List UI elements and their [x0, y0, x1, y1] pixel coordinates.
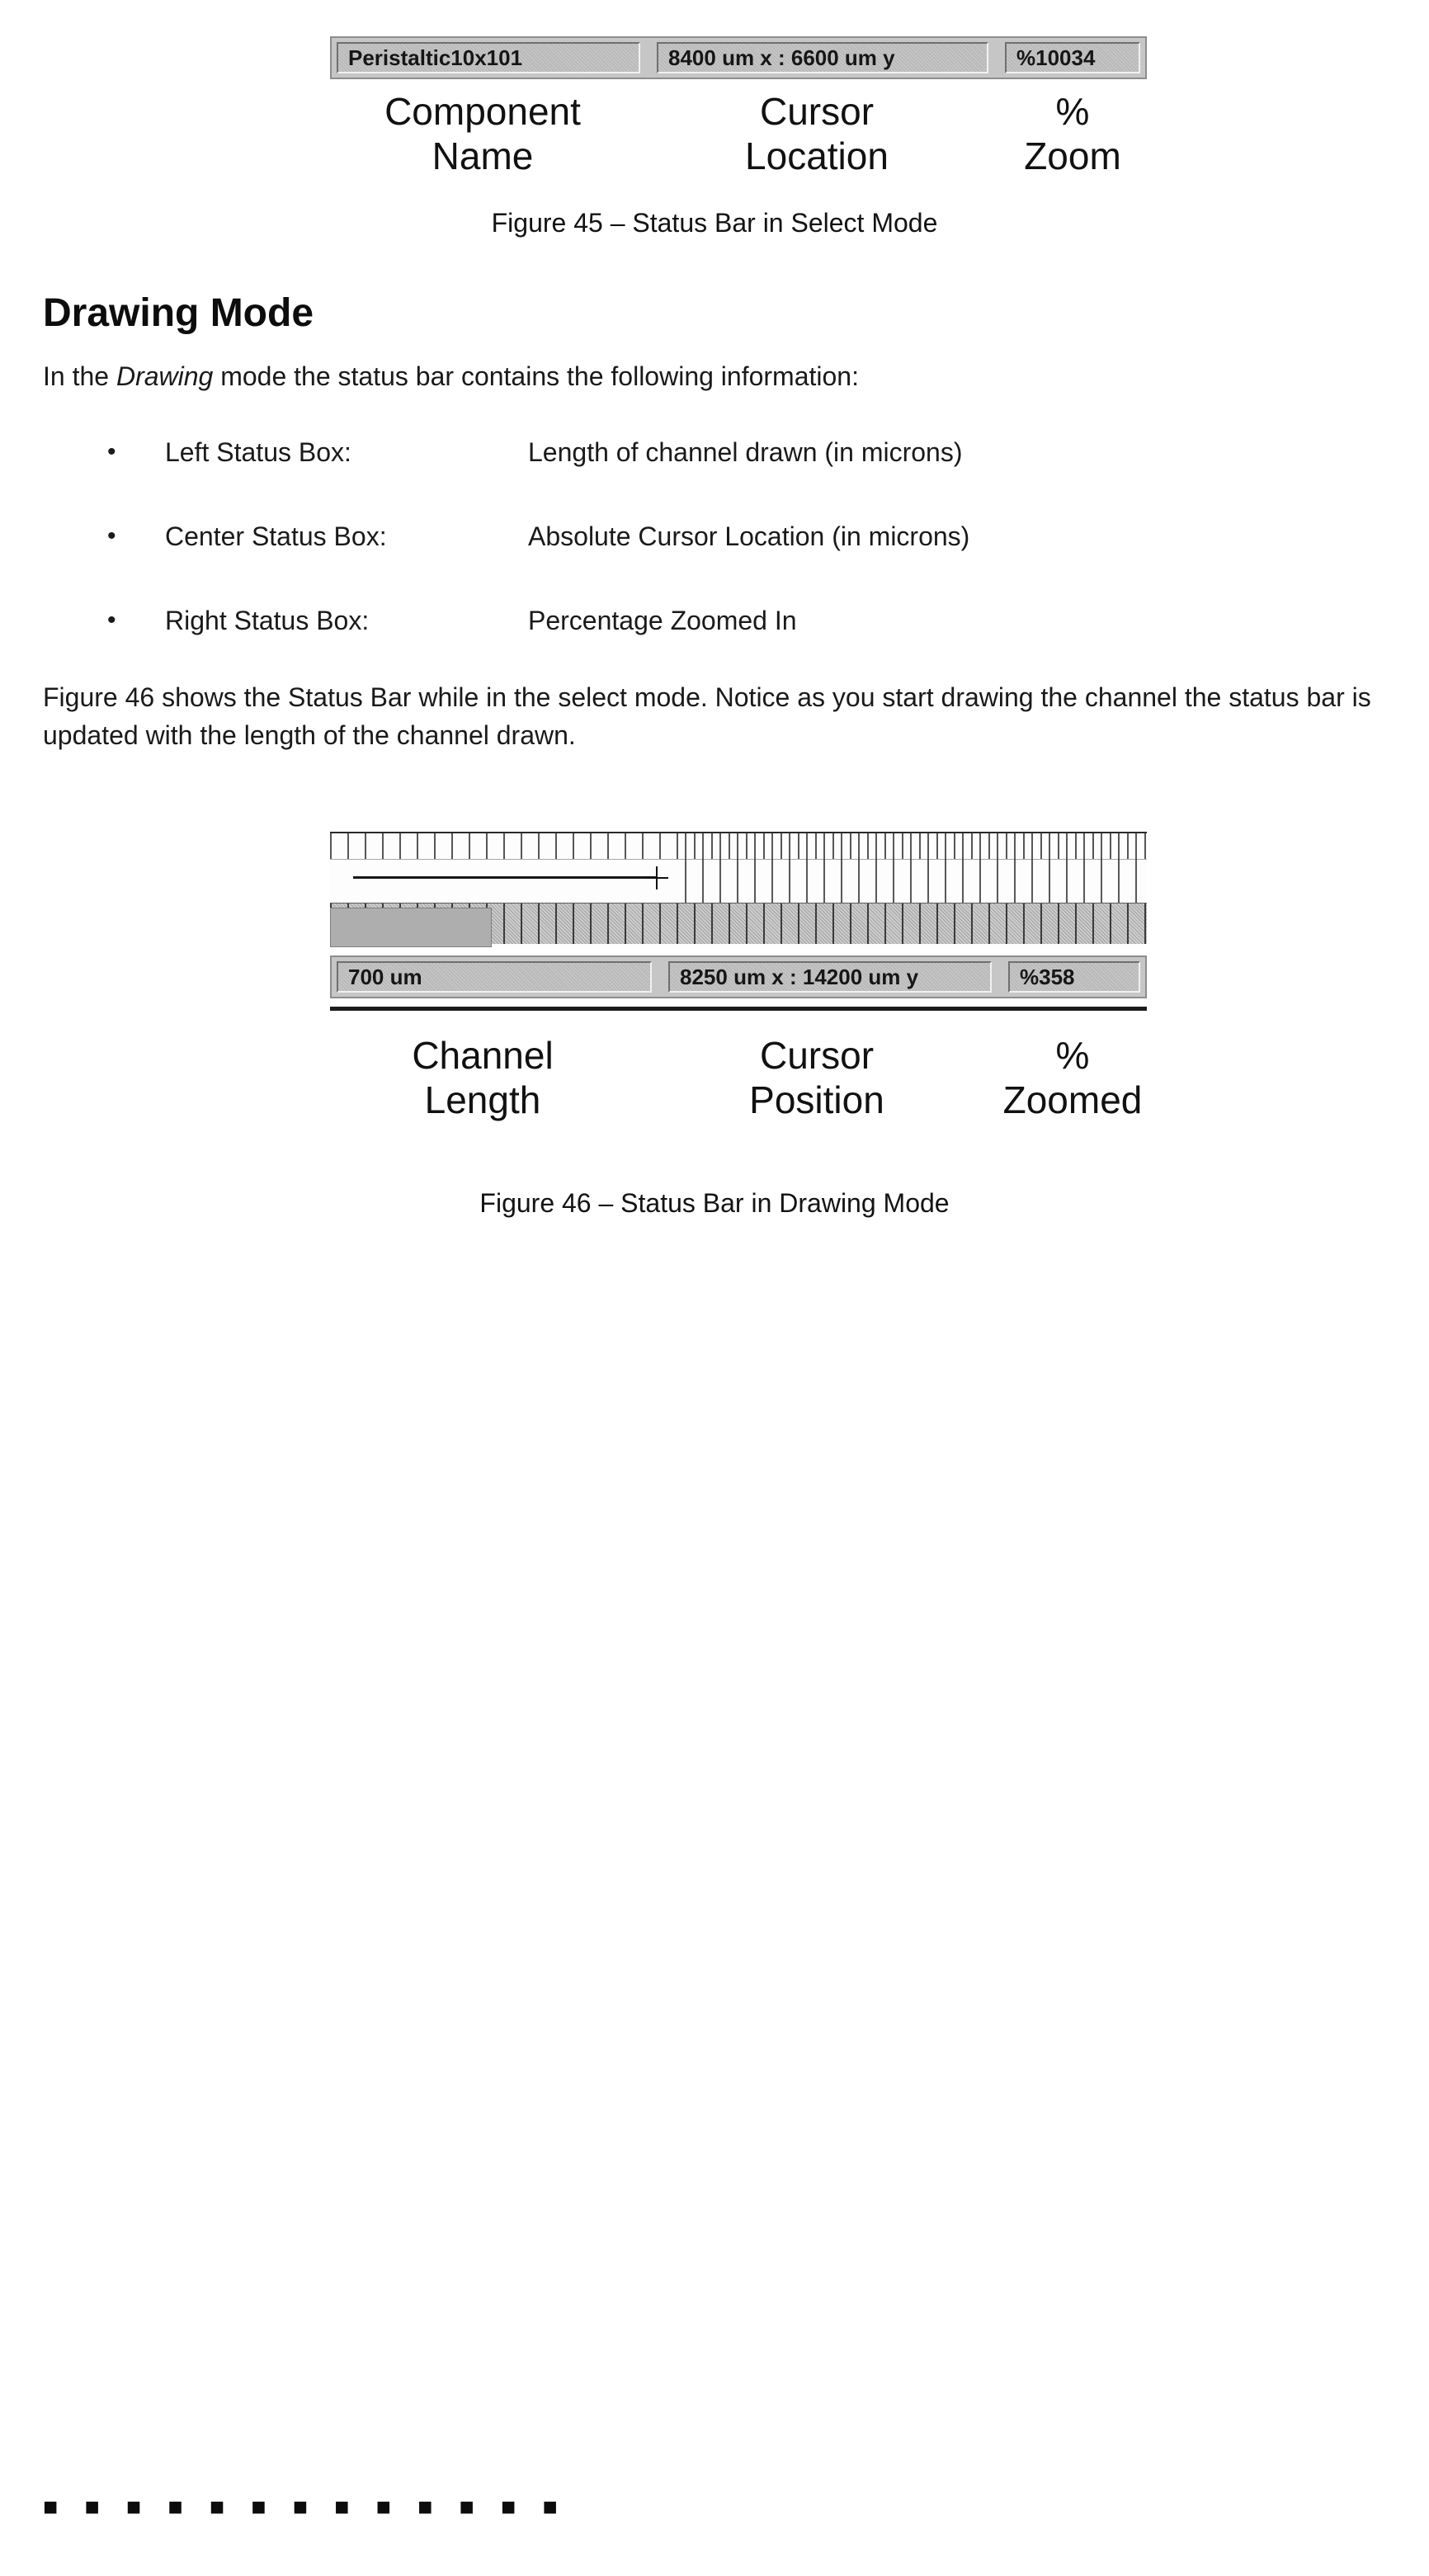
figure45-label-cursor-location [652, 89, 982, 178]
label-line: Component [384, 90, 581, 133]
label-line: Cursor [759, 90, 875, 133]
figure45-status-bar [330, 36, 1147, 79]
body-paragraph: Figure 46 shows the Status Bar while in the select mode. Notice as you start drawing the channel the status bar is updated with the length of the channel drawn. [43, 682, 1371, 750]
label-line: Channel [412, 1034, 554, 1077]
intro-paragraph [43, 361, 859, 392]
label-line: Zoomed [1002, 1078, 1143, 1121]
bullet-term: Left Status Box: [165, 437, 351, 467]
list-item [43, 604, 1363, 637]
figure46-drawing-canvas [330, 832, 1147, 947]
bullet-description: Length of channel drawn (in microns) [528, 437, 963, 467]
figure45-zoom-box: %10034 [1005, 42, 1140, 73]
bullet-icon: • [107, 606, 116, 634]
figure45-label-component-name [330, 89, 635, 178]
figure45-label-zoom [998, 89, 1147, 178]
drawn-channel-line [353, 876, 657, 879]
figure46-label-cursor-position [652, 1033, 982, 1122]
component-channel-comb [685, 833, 1147, 903]
figure46-zoom-box: %358 [1008, 961, 1140, 993]
bullet-description: Percentage Zoomed In [528, 606, 797, 635]
crosshair-cursor-icon [645, 866, 668, 889]
bullet-term: Right Status Box: [165, 606, 370, 635]
label-line: Position [749, 1078, 884, 1121]
figure46-channel-length-box: 700 um [337, 961, 652, 993]
figure46-cursor-position-box: 8250 um x : 14200 um y [668, 961, 992, 993]
label-line: Length [424, 1078, 541, 1121]
footer-squares-decoration: ■ ■ ■ ■ ■ ■ ■ ■ ■ ■ ■ ■ ■ [43, 2493, 568, 2521]
bullet-description: Absolute Cursor Location (in microns) [528, 521, 970, 551]
intro-text-pre: In the [43, 361, 116, 391]
figure46-status-bar [330, 955, 1147, 998]
figure45-annotation-labels [330, 89, 1147, 178]
status-box-bullet-list [43, 436, 1363, 688]
bullet-icon: • [107, 438, 116, 465]
figure45-caption: Figure 45 – Status Bar in Select Mode [491, 208, 938, 238]
figure46-annotation-labels [330, 1033, 1147, 1122]
bullet-icon: • [107, 522, 116, 550]
component-gray-block [330, 908, 492, 947]
figure45-cursor-location-box: 8400 um x : 6600 um y [657, 42, 988, 73]
bullet-term: Center Status Box: [165, 521, 387, 551]
label-line: % [1055, 1034, 1090, 1077]
figure45-component-name-box: Peristaltic10x101 [337, 42, 640, 73]
intro-text-post: mode the status bar contains the following information: [213, 361, 859, 391]
figure46-label-channel-length [330, 1033, 635, 1122]
label-line: % [1055, 90, 1090, 133]
figure46-caption: Figure 46 – Status Bar in Drawing Mode [479, 1188, 950, 1218]
label-line: Name [432, 134, 534, 177]
intro-text-emphasis: Drawing [116, 361, 214, 391]
figure46-label-zoomed [998, 1033, 1147, 1122]
label-line: Cursor [759, 1034, 875, 1077]
list-item [43, 520, 1363, 553]
list-item [43, 436, 1363, 469]
figure46-screenshot [330, 832, 1147, 1011]
label-line: Location [745, 134, 889, 177]
label-line: Zoom [1024, 134, 1121, 177]
section-heading-drawing-mode: Drawing Mode [43, 291, 314, 335]
